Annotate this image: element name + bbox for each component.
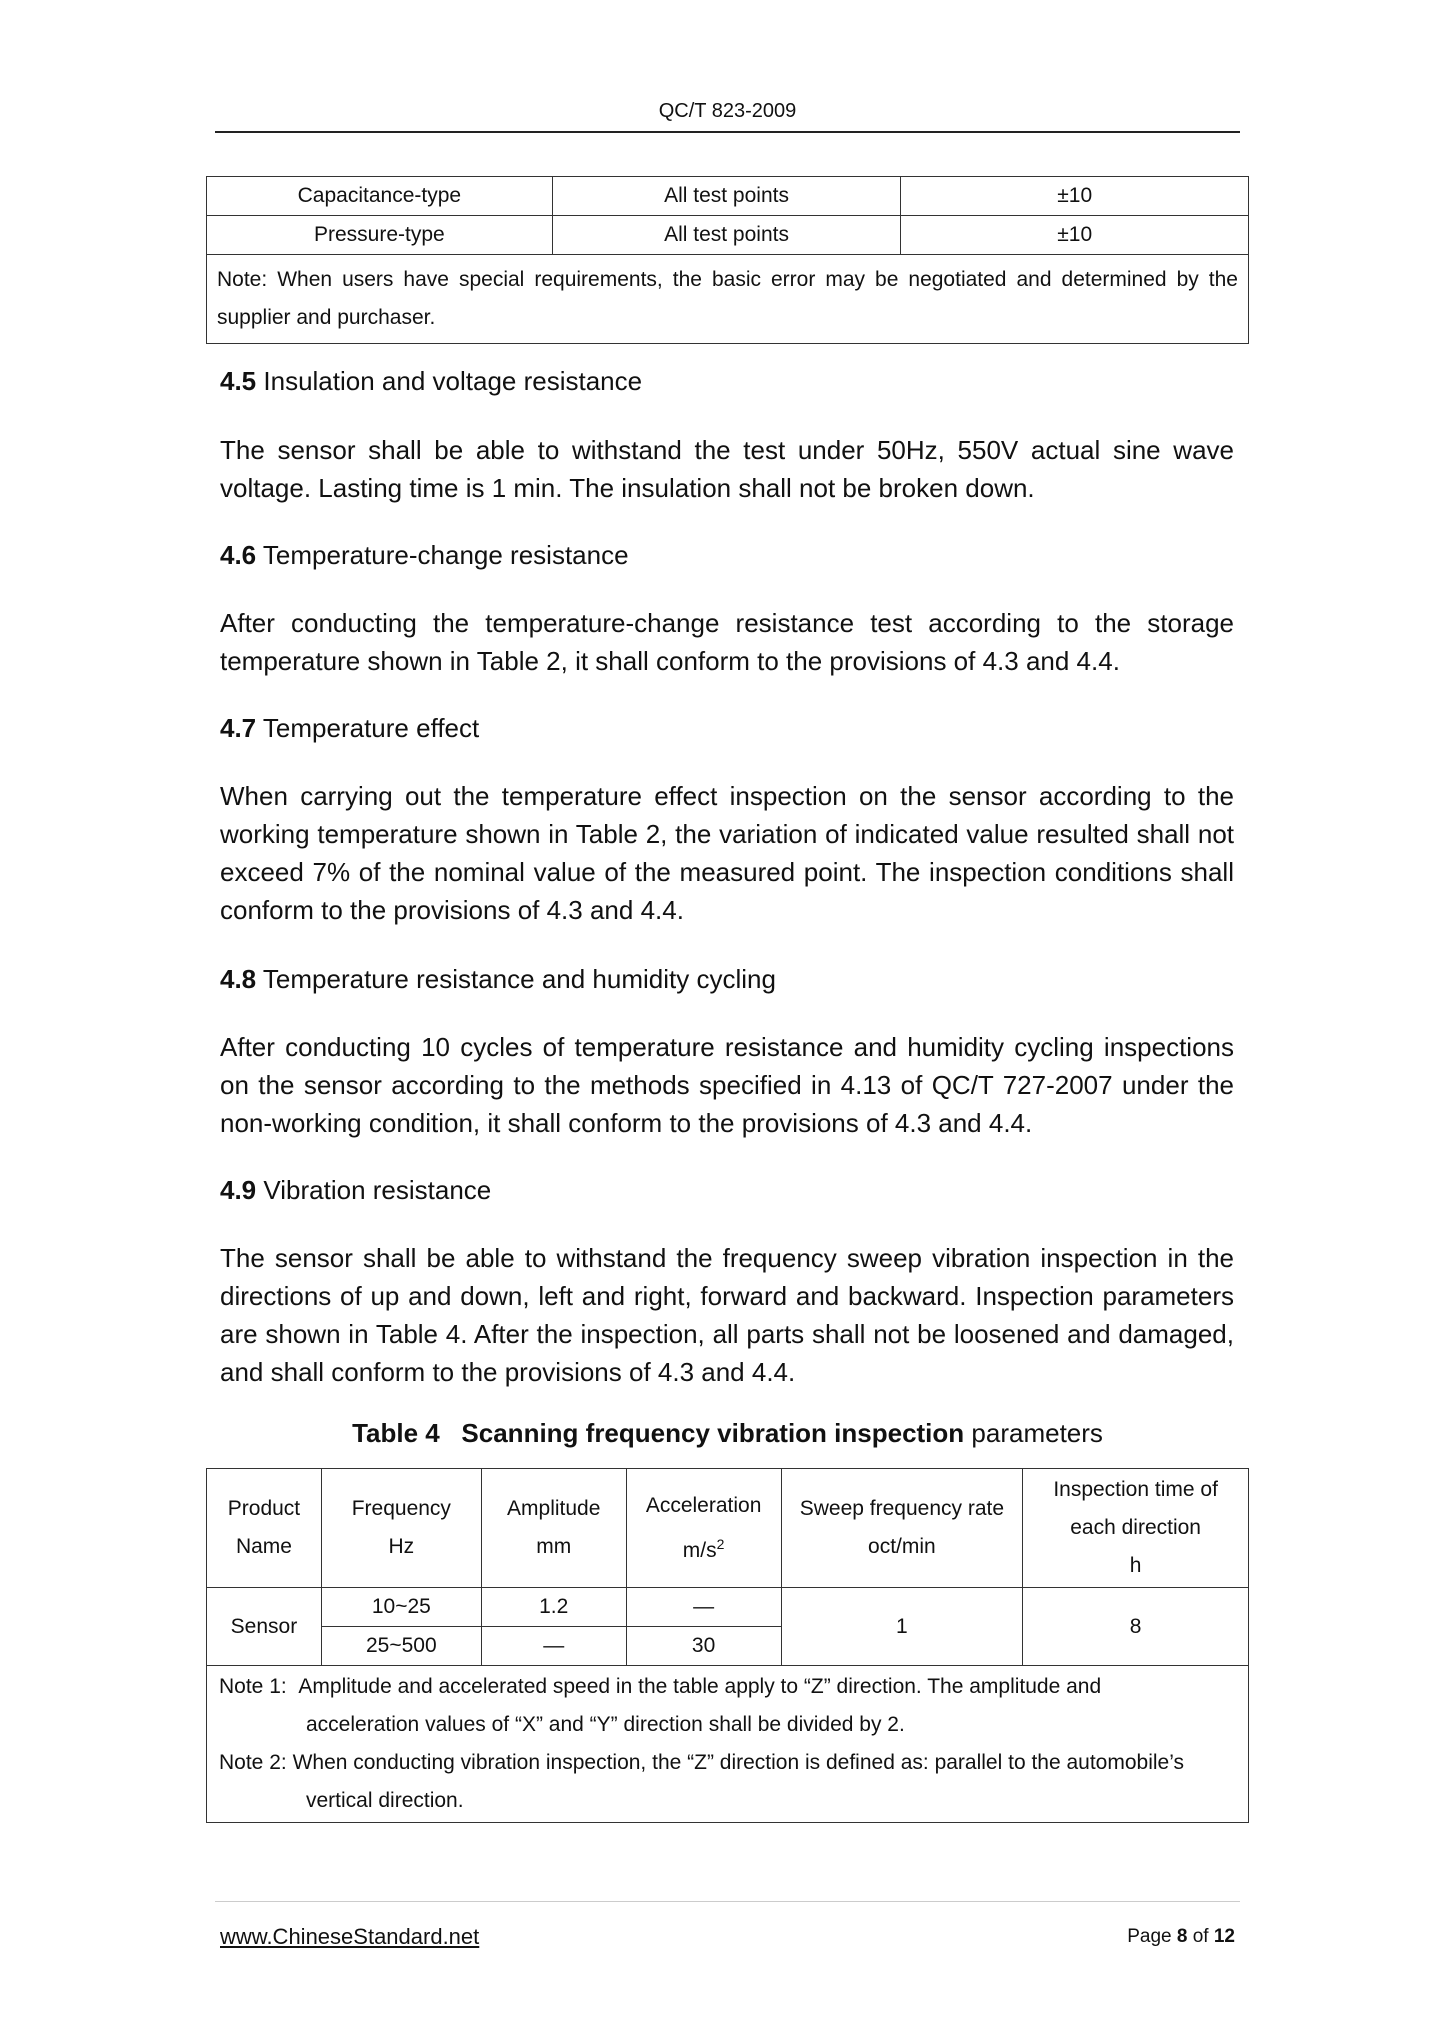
column-header [1023, 1469, 1249, 1588]
table-notes [207, 1666, 1249, 1823]
header-line: Hz [388, 1535, 415, 1558]
header-rule [215, 131, 1240, 133]
table-caption-label: Table 4 [352, 1418, 440, 1448]
column-header [321, 1469, 481, 1588]
section-heading-4-7 [220, 713, 1234, 744]
section-body-4-9: The sensor shall be able to withstand the frequency sweep vibration inspection in the directions of up and down, left and right, forward and backward. Inspection parameters are shown in Table 4. After the inspection, all parts shall not be loosened and damaged, and shall conform to the provisions of 4.3 and 4.4. [220, 1243, 1234, 1387]
note-text: When conducting vibration inspection, the “Z” direction is defined as: parallel to the automobile’s [292, 1751, 1185, 1774]
error-table-continued [206, 176, 1249, 344]
table-cell: All test points [552, 177, 901, 216]
table-note-row [207, 255, 1249, 344]
total-pages: 12 [1213, 1926, 1235, 1947]
table-cell: 25~500 [321, 1627, 481, 1666]
table-caption-title: Scanning frequency vibration inspection [461, 1418, 965, 1448]
of-word: of [1192, 1926, 1209, 1947]
current-page: 8 [1176, 1926, 1188, 1947]
section-title: Vibration resistance [263, 1175, 492, 1205]
section-title: Temperature effect [262, 713, 480, 743]
page-number [1127, 1926, 1235, 1948]
header-line: each direction [1070, 1516, 1201, 1539]
header-line: Sweep frequency rate [799, 1497, 1005, 1520]
vibration-parameters-table [206, 1468, 1249, 1823]
table-cell: ±10 [901, 177, 1249, 216]
table-cell: 30 [626, 1627, 781, 1666]
table-cell: 1.2 [481, 1588, 626, 1627]
section-number: 4.6 [220, 540, 257, 570]
section-body-4-8: After conducting 10 cycles of temperature resistance and humidity cycling inspections on the sensor according to the methods specified in 4.13 of QC/T 727-2007 under the non-working condition, it shall conform to the provisions of 4.3 and 4.4. [220, 1032, 1234, 1138]
column-header [207, 1469, 322, 1588]
table-cell: — [481, 1627, 626, 1666]
table-note: Note: When users have special requirements, the basic error may be negotiated and determined by the supplier and purchaser. [207, 255, 1249, 344]
section-number: 4.9 [220, 1175, 257, 1205]
header-line: Inspection time of [1053, 1478, 1218, 1501]
table-row [207, 177, 1249, 216]
table-cell: All test points [552, 216, 901, 255]
section-number: 4.8 [220, 964, 257, 994]
header-line: oct/min [868, 1535, 936, 1558]
section-number: 4.5 [220, 366, 257, 396]
table-row [207, 216, 1249, 255]
note-continuation: acceleration values of “X” and “Y” direction shall be divided by 2. [306, 1713, 905, 1736]
section-title: Temperature resistance and humidity cycling [262, 964, 776, 994]
header-line: Name [235, 1535, 292, 1558]
column-header [481, 1469, 626, 1588]
section-number: 4.7 [220, 713, 257, 743]
note-text: Amplitude and accelerated speed in the table apply to “Z” direction. The amplitude and [298, 1675, 1102, 1698]
column-header [626, 1469, 781, 1588]
section-heading-4-6 [220, 540, 1234, 571]
table-cell: ±10 [901, 216, 1249, 255]
section-title: Temperature-change resistance [262, 540, 629, 570]
header-line: Amplitude [507, 1497, 601, 1520]
section-body-4-6: After conducting the temperature-change resistance test according to the storage temperature shown in Table 2, it shall conform to the provisions of 4.3 and 4.4. [220, 608, 1234, 676]
footer-site-link[interactable]: www.ChineseStandard.net [220, 1924, 480, 1949]
table-caption [206, 1418, 1249, 1449]
table-cell: 10~25 [321, 1588, 481, 1627]
table-caption-rest: parameters [971, 1418, 1103, 1448]
header-line [627, 1525, 781, 1570]
section-title: Insulation and voltage resistance [263, 366, 643, 396]
unit-superscript: 2 [716, 1535, 725, 1552]
note-continuation: vertical direction. [306, 1789, 464, 1812]
note-label: Note 2: [219, 1751, 287, 1774]
section-body-4-5: The sensor shall be able to withstand the test under 50Hz, 550V actual sine wave voltage. Lasting time is 1 min. The insulation shall not be broken down. [220, 435, 1234, 503]
table-cell: 8 [1023, 1588, 1249, 1666]
page-word: Page [1127, 1926, 1172, 1947]
header-line: mm [536, 1535, 572, 1558]
unit-text: m/s [682, 1538, 717, 1562]
header-line: h [1129, 1554, 1142, 1577]
table-cell: — [626, 1588, 781, 1627]
footer-rule [215, 1901, 1240, 1902]
section-heading-4-8 [220, 964, 1234, 995]
note-1 [219, 1668, 1236, 1706]
table-cell: Sensor [207, 1588, 322, 1666]
table-cell: Pressure-type [207, 216, 553, 255]
section-body-4-7: When carrying out the temperature effect inspection on the sensor according to the working temperature shown in Table 2, the variation of indicated value resulted shall not exceed 7% of the nominal value of the measured point. The inspection conditions shall conform to the provisions of 4.3 and 4.4. [220, 781, 1234, 925]
section-heading-4-9 [220, 1175, 1234, 1206]
note-label: Note 1: [219, 1675, 287, 1698]
section-heading-4-5 [220, 366, 1234, 397]
header-line: Acceleration [645, 1493, 762, 1517]
table-header-row [207, 1469, 1249, 1588]
table-cell: 1 [781, 1588, 1023, 1666]
column-header [781, 1469, 1023, 1588]
table-row [207, 1588, 1249, 1627]
table-cell: Capacitance-type [207, 177, 553, 216]
table-notes-row [207, 1666, 1249, 1823]
note-2 [219, 1744, 1236, 1782]
header-line: Frequency [351, 1497, 451, 1520]
page-header: QC/T 823-2009 [658, 100, 797, 122]
header-line: Product [227, 1497, 301, 1520]
